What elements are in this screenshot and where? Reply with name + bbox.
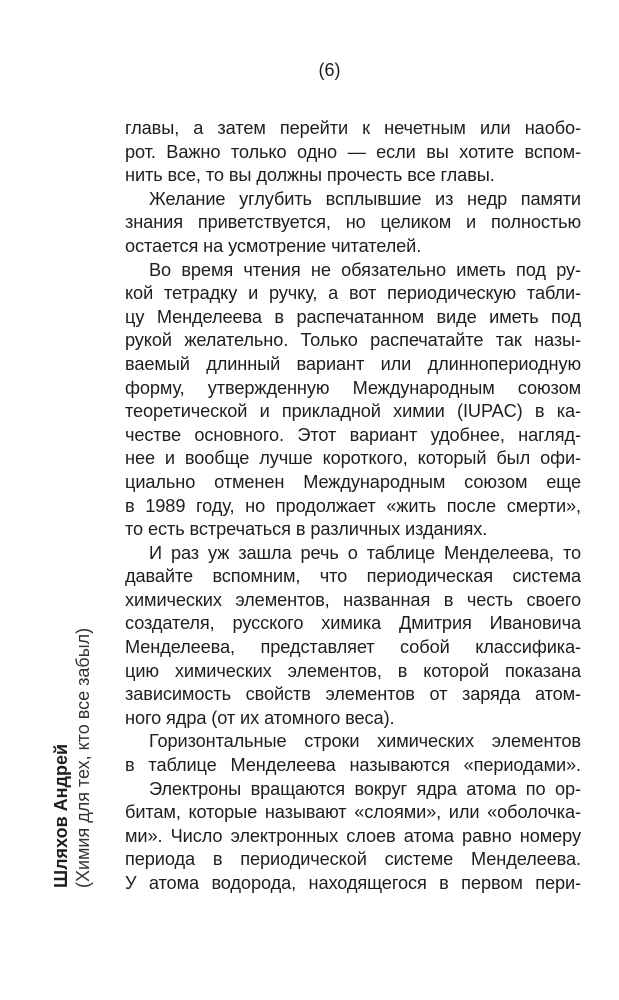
text-line: Электроны вращаются вокруг ядра атома по ор- [149, 778, 581, 799]
text-line: циально отменен Международным союзом еще [125, 471, 581, 492]
text-line: в 1989 году, но продолжает «жить после смерти», [125, 495, 581, 516]
text-line: остается на усмотрение читателей. [125, 235, 422, 256]
author-name: Шляхов Андрей [51, 743, 71, 888]
text-line: цу Менделеева в распечатанном виде иметь под [125, 306, 581, 327]
text-line: Менделеева, представляет собой классифика- [125, 637, 581, 658]
text-line: цию химических элементов, в которой показана [125, 660, 581, 681]
text-line: в таблице Менделеева называются «периодами». [125, 755, 581, 776]
text-line: зависимость свойств элементов от заряда атом- [125, 684, 581, 705]
text-line: ного ядра (от их атомного веса). [125, 707, 395, 728]
running-header-vertical [50, 628, 94, 888]
text-line: кой тетрадку и ручку, а вот периодическую табли- [125, 283, 581, 304]
book-title: (Химия для тех, кто все забыл) [73, 627, 93, 888]
text-line: нее и вообще лучше короткого, который был офи- [125, 448, 581, 469]
text-line: теоретической и прикладной химии (IUPAC) в ка- [125, 401, 581, 422]
text-line: рукой желательно. Только распечатайте так назы- [125, 330, 581, 351]
text-line: Во время чтения не обязательно иметь под ру- [149, 259, 581, 280]
text-line: ваемый длинный вариант или длиннопериодную [125, 353, 581, 374]
text-line: периода в периодической системе Менделеева. [125, 849, 581, 870]
text-line: У атома водорода, находящегося в первом пери- [125, 873, 581, 893]
text-line: Горизонтальные строки химических элементов [149, 731, 581, 752]
text-line: ми». Число электронных слоев атома равно номеру [125, 825, 581, 846]
text-line: то есть встречаться в различных изданиях. [125, 519, 488, 540]
text-line: знания приветствуется, но целиком и полностью [125, 212, 581, 233]
page-body-text [125, 117, 581, 896]
page-number: (6) [318, 60, 341, 80]
text-line: рот. Важно только одно — если вы хотите вспом- [125, 141, 581, 162]
text-line: главы, а затем перейти к нечетным или наобо- [125, 118, 581, 138]
text-line: И раз уж зашла речь о таблице Менделеева, то [149, 542, 581, 563]
text-line: нить все, то вы должны прочесть все главы. [125, 165, 495, 186]
text-line: честве основного. Этот вариант удобнее, нагляд- [125, 424, 581, 445]
text-line: битам, которые называют «слоями», или «оболочка- [125, 802, 581, 823]
text-line: создателя, русского химика Дмитрия Ивановича [125, 613, 581, 634]
text-line: давайте вспомним, что периодическая система [125, 566, 581, 587]
text-line: форму, утвержденную Международным союзом [125, 377, 581, 398]
text-line: химических элементов, названная в честь своего [125, 589, 581, 610]
text-line: Желание углубить всплывшие из недр памяти [149, 188, 581, 209]
